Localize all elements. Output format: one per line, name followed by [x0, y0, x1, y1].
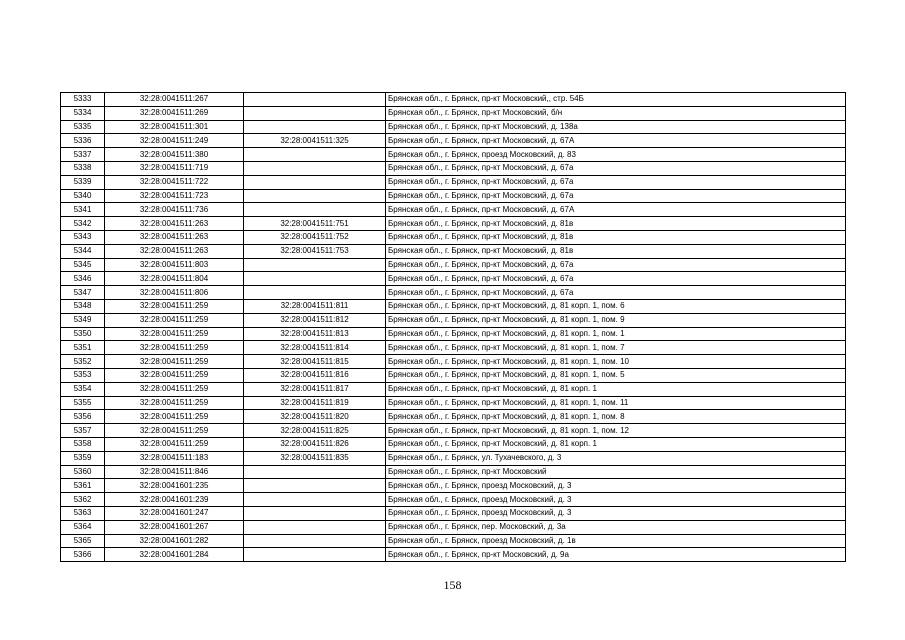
address-cell: Брянская обл., г. Брянск, пр-кт Московский,, стр. 54Б: [386, 93, 846, 107]
cadastral-number-cell: 32:28:0041511:301: [105, 120, 244, 134]
table-row: [61, 161, 846, 175]
cadastral-number-cell: 32:28:0041511:259: [105, 368, 244, 382]
row-number-cell: 5362: [61, 493, 105, 507]
row-number-cell: 5356: [61, 410, 105, 424]
address-cell: Брянская обл., г. Брянск, пр-кт Московский, д. 67а: [386, 161, 846, 175]
row-number-cell: 5366: [61, 548, 105, 562]
address-cell: Брянская обл., г. Брянск, пр-кт Московский, д. 81 корп. 1, пом. 8: [386, 410, 846, 424]
row-number-cell: 5354: [61, 382, 105, 396]
table-row: [61, 230, 846, 244]
row-number-cell: 5339: [61, 175, 105, 189]
address-cell: Брянская обл., г. Брянск, проезд Московский, д. 83: [386, 148, 846, 162]
table-row: [61, 93, 846, 107]
table-row: [61, 134, 846, 148]
table-row: [61, 451, 846, 465]
table-row: [61, 244, 846, 258]
related-cadastral-number-cell: [244, 520, 386, 534]
table-row: [61, 148, 846, 162]
cadastral-number-cell: 32:28:0041511:804: [105, 272, 244, 286]
row-number-cell: 5336: [61, 134, 105, 148]
cadastral-number-cell: 32:28:0041511:259: [105, 327, 244, 341]
related-cadastral-number-cell: 32:28:0041511:325: [244, 134, 386, 148]
cadastral-number-cell: 32:28:0041511:183: [105, 451, 244, 465]
address-cell: Брянская обл., г. Брянск, пр-кт Московский, б/н: [386, 106, 846, 120]
address-cell: Брянская обл., г. Брянск, пер. Московский, д. 3а: [386, 520, 846, 534]
row-number-cell: 5338: [61, 161, 105, 175]
table-row: [61, 327, 846, 341]
related-cadastral-number-cell: [244, 203, 386, 217]
related-cadastral-number-cell: [244, 272, 386, 286]
row-number-cell: 5364: [61, 520, 105, 534]
address-cell: Брянская обл., г. Брянск, проезд Московский, д. 3: [386, 479, 846, 493]
related-cadastral-number-cell: 32:28:0041511:812: [244, 313, 386, 327]
address-cell: Брянская обл., г. Брянск, пр-кт Московский, д. 67а: [386, 286, 846, 300]
cadastral-number-cell: 32:28:0041511:259: [105, 299, 244, 313]
table-row: [61, 272, 846, 286]
row-number-cell: 5360: [61, 465, 105, 479]
cadastral-number-cell: 32:28:0041511:846: [105, 465, 244, 479]
table-row: [61, 493, 846, 507]
address-cell: Брянская обл., г. Брянск, пр-кт Московский, д. 81 корп. 1, пом. 7: [386, 341, 846, 355]
address-cell: Брянская обл., г. Брянск, пр-кт Московский, д. 81 корп. 1: [386, 437, 846, 451]
related-cadastral-number-cell: [244, 106, 386, 120]
table-row: [61, 189, 846, 203]
related-cadastral-number-cell: 32:28:0041511:817: [244, 382, 386, 396]
cadastral-number-cell: 32:28:0041511:723: [105, 189, 244, 203]
table-row: [61, 313, 846, 327]
address-cell: Брянская обл., г. Брянск, пр-кт Московский, д. 81 корп. 1, пом. 1: [386, 327, 846, 341]
row-number-cell: 5333: [61, 93, 105, 107]
cadastral-number-cell: 32:28:0041511:263: [105, 244, 244, 258]
row-number-cell: 5345: [61, 258, 105, 272]
address-cell: Брянская обл., г. Брянск, ул. Тухачевского, д. 3: [386, 451, 846, 465]
table-row: [61, 424, 846, 438]
related-cadastral-number-cell: [244, 479, 386, 493]
registry-table-body: [61, 93, 846, 562]
related-cadastral-number-cell: 32:28:0041511:813: [244, 327, 386, 341]
row-number-cell: 5357: [61, 424, 105, 438]
related-cadastral-number-cell: 32:28:0041511:825: [244, 424, 386, 438]
table-row: [61, 341, 846, 355]
cadastral-number-cell: 32:28:0041511:736: [105, 203, 244, 217]
row-number-cell: 5337: [61, 148, 105, 162]
address-cell: Брянская обл., г. Брянск, пр-кт Московский, д. 9а: [386, 548, 846, 562]
row-number-cell: 5353: [61, 368, 105, 382]
table-row: [61, 299, 846, 313]
table-row: [61, 355, 846, 369]
cadastral-number-cell: 32:28:0041601:247: [105, 506, 244, 520]
cadastral-number-cell: 32:28:0041511:722: [105, 175, 244, 189]
cadastral-number-cell: 32:28:0041601:284: [105, 548, 244, 562]
related-cadastral-number-cell: 32:28:0041511:835: [244, 451, 386, 465]
cadastral-number-cell: 32:28:0041511:259: [105, 382, 244, 396]
related-cadastral-number-cell: 32:28:0041511:811: [244, 299, 386, 313]
row-number-cell: 5361: [61, 479, 105, 493]
related-cadastral-number-cell: 32:28:0041511:751: [244, 217, 386, 231]
address-cell: Брянская обл., г. Брянск, пр-кт Московский, д. 67А: [386, 203, 846, 217]
address-cell: Брянская обл., г. Брянск, пр-кт Московский, д. 67А: [386, 134, 846, 148]
related-cadastral-number-cell: 32:28:0041511:814: [244, 341, 386, 355]
cadastral-number-cell: 32:28:0041511:380: [105, 148, 244, 162]
cadastral-number-cell: 32:28:0041511:259: [105, 396, 244, 410]
related-cadastral-number-cell: 32:28:0041511:752: [244, 230, 386, 244]
table-row: [61, 106, 846, 120]
address-cell: Брянская обл., г. Брянск, пр-кт Московский, д. 138а: [386, 120, 846, 134]
address-cell: Брянская обл., г. Брянск, пр-кт Московский, д. 67а: [386, 189, 846, 203]
address-cell: Брянская обл., г. Брянск, пр-кт Московский, д. 81в: [386, 244, 846, 258]
cadastral-number-cell: 32:28:0041511:259: [105, 424, 244, 438]
row-number-cell: 5348: [61, 299, 105, 313]
address-cell: Брянская обл., г. Брянск, пр-кт Московский: [386, 465, 846, 479]
row-number-cell: 5365: [61, 534, 105, 548]
row-number-cell: 5342: [61, 217, 105, 231]
related-cadastral-number-cell: 32:28:0041511:819: [244, 396, 386, 410]
address-cell: Брянская обл., г. Брянск, пр-кт Московский, д. 81 корп. 1, пом. 11: [386, 396, 846, 410]
related-cadastral-number-cell: [244, 493, 386, 507]
cadastral-number-cell: 32:28:0041511:249: [105, 134, 244, 148]
row-number-cell: 5334: [61, 106, 105, 120]
related-cadastral-number-cell: [244, 93, 386, 107]
table-row: [61, 382, 846, 396]
related-cadastral-number-cell: [244, 175, 386, 189]
row-number-cell: 5351: [61, 341, 105, 355]
cadastral-number-cell: 32:28:0041601:267: [105, 520, 244, 534]
address-cell: Брянская обл., г. Брянск, проезд Московский, д. 1в: [386, 534, 846, 548]
table-row: [61, 437, 846, 451]
cadastral-number-cell: 32:28:0041511:269: [105, 106, 244, 120]
cadastral-number-cell: 32:28:0041601:239: [105, 493, 244, 507]
table-row: [61, 258, 846, 272]
table-row: [61, 410, 846, 424]
cadastral-number-cell: 32:28:0041511:803: [105, 258, 244, 272]
row-number-cell: 5346: [61, 272, 105, 286]
cadastral-number-cell: 32:28:0041511:259: [105, 355, 244, 369]
related-cadastral-number-cell: 32:28:0041511:820: [244, 410, 386, 424]
table-row: [61, 548, 846, 562]
table-row: [61, 465, 846, 479]
related-cadastral-number-cell: [244, 148, 386, 162]
related-cadastral-number-cell: [244, 258, 386, 272]
address-cell: Брянская обл., г. Брянск, пр-кт Московский, д. 81 корп. 1, пом. 12: [386, 424, 846, 438]
address-cell: Брянская обл., г. Брянск, пр-кт Московский, д. 81в: [386, 217, 846, 231]
table-row: [61, 479, 846, 493]
registry-table: [60, 92, 846, 562]
cadastral-number-cell: 32:28:0041511:259: [105, 313, 244, 327]
row-number-cell: 5355: [61, 396, 105, 410]
address-cell: Брянская обл., г. Брянск, пр-кт Московский, д. 81 корп. 1, пом. 10: [386, 355, 846, 369]
related-cadastral-number-cell: 32:28:0041511:826: [244, 437, 386, 451]
row-number-cell: 5358: [61, 437, 105, 451]
cadastral-number-cell: 32:28:0041511:806: [105, 286, 244, 300]
cadastral-number-cell: 32:28:0041511:259: [105, 410, 244, 424]
related-cadastral-number-cell: [244, 534, 386, 548]
row-number-cell: 5352: [61, 355, 105, 369]
row-number-cell: 5347: [61, 286, 105, 300]
table-row: [61, 286, 846, 300]
table-row: [61, 203, 846, 217]
related-cadastral-number-cell: [244, 548, 386, 562]
address-cell: Брянская обл., г. Брянск, проезд Московский, д. 3: [386, 493, 846, 507]
row-number-cell: 5359: [61, 451, 105, 465]
cadastral-number-cell: 32:28:0041511:259: [105, 437, 244, 451]
related-cadastral-number-cell: 32:28:0041511:753: [244, 244, 386, 258]
row-number-cell: 5349: [61, 313, 105, 327]
cadastral-number-cell: 32:28:0041601:282: [105, 534, 244, 548]
related-cadastral-number-cell: [244, 465, 386, 479]
table-row: [61, 520, 846, 534]
address-cell: Брянская обл., г. Брянск, пр-кт Московский, д. 67а: [386, 258, 846, 272]
page-number: 158: [443, 578, 462, 592]
table-row: [61, 175, 846, 189]
address-cell: Брянская обл., г. Брянск, проезд Московский, д. 3: [386, 506, 846, 520]
address-cell: Брянская обл., г. Брянск, пр-кт Московский, д. 81 корп. 1, пом. 6: [386, 299, 846, 313]
row-number-cell: 5340: [61, 189, 105, 203]
cadastral-number-cell: 32:28:0041511:259: [105, 341, 244, 355]
table-row: [61, 506, 846, 520]
table-row: [61, 534, 846, 548]
related-cadastral-number-cell: [244, 161, 386, 175]
cadastral-number-cell: 32:28:0041511:263: [105, 217, 244, 231]
cadastral-number-cell: 32:28:0041511:263: [105, 230, 244, 244]
row-number-cell: 5343: [61, 230, 105, 244]
row-number-cell: 5363: [61, 506, 105, 520]
address-cell: Брянская обл., г. Брянск, пр-кт Московский, д. 81в: [386, 230, 846, 244]
related-cadastral-number-cell: [244, 286, 386, 300]
cadastral-number-cell: 32:28:0041511:267: [105, 93, 244, 107]
cadastral-number-cell: 32:28:0041511:719: [105, 161, 244, 175]
related-cadastral-number-cell: 32:28:0041511:815: [244, 355, 386, 369]
related-cadastral-number-cell: 32:28:0041511:816: [244, 368, 386, 382]
row-number-cell: 5341: [61, 203, 105, 217]
table-row: [61, 120, 846, 134]
related-cadastral-number-cell: [244, 120, 386, 134]
address-cell: Брянская обл., г. Брянск, пр-кт Московский, д. 81 корп. 1, пом. 9: [386, 313, 846, 327]
row-number-cell: 5350: [61, 327, 105, 341]
cadastral-number-cell: 32:28:0041601:235: [105, 479, 244, 493]
row-number-cell: 5344: [61, 244, 105, 258]
related-cadastral-number-cell: [244, 189, 386, 203]
table-row: [61, 368, 846, 382]
address-cell: Брянская обл., г. Брянск, пр-кт Московский, д. 67а: [386, 175, 846, 189]
address-cell: Брянская обл., г. Брянск, пр-кт Московский, д. 67а: [386, 272, 846, 286]
table-row: [61, 396, 846, 410]
related-cadastral-number-cell: [244, 506, 386, 520]
row-number-cell: 5335: [61, 120, 105, 134]
address-cell: Брянская обл., г. Брянск, пр-кт Московский, д. 81 корп. 1, пом. 5: [386, 368, 846, 382]
address-cell: Брянская обл., г. Брянск, пр-кт Московский, д. 81 корп. 1: [386, 382, 846, 396]
table-row: [61, 217, 846, 231]
